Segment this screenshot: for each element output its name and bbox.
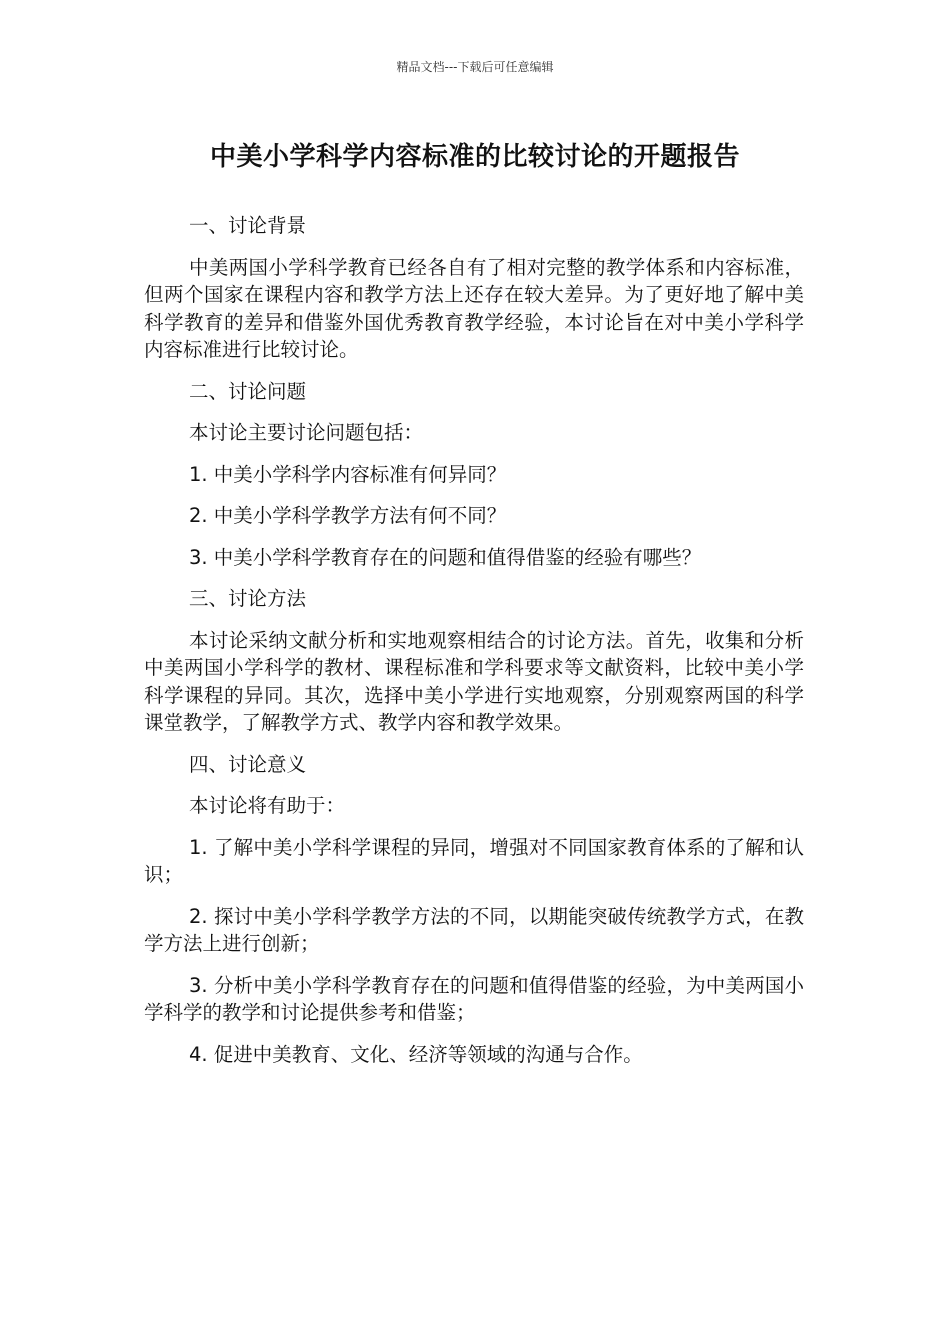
paragraph-significance-intro: 本讨论将有助于： [189,794,346,817]
section-heading-background: 一、讨论背景 [189,214,307,237]
paragraph-questions-intro: 本讨论主要讨论问题包括： [189,421,424,444]
question-item-3: 3. 中美小学科学教育存在的问题和值得借鉴的经验有哪些？ [189,545,702,569]
significance-item-3: 3. 分析中美小学科学教育存在的问题和值得借鉴的经验，为中美两国小学科学的教学和讨论提供参考和借鉴； [144,973,804,1024]
document-body [144,212,804,1082]
header-note: 精品文档---下载后可任意编辑 [396,60,554,74]
document-title: 中美小学科学内容标准的比较讨论的开题报告 [209,142,740,172]
paragraph-methods: 本讨论采纳文献分析和实地观察相结合的讨论方法。首先，收集和分析中美两国小学科学的教材、课程标准和学科要求等文献资料，比较中美小学科学课程的异同。其次，选择中美小学进行实地观察，分别观察两国的科学课堂教学，了解教学方式、教学内容和教学效果。 [144,628,804,734]
significance-item-2: 2. 探讨中美小学科学教学方法的不同，以期能突破传统教学方式，在教学方法上进行创新； [144,904,804,955]
section-heading-significance: 四、讨论意义 [189,752,307,776]
significance-item-4: 4. 促进中美教育、文化、经济等领域的沟通与合作。 [189,1042,643,1066]
paragraph-background: 中美两国小学科学教育已经各自有了相对完整的教学体系和内容标准，但两个国家在课程内容和教学方法上还存在较大差异。为了更好地了解中美科学教育的差异和借鉴外国优秀教育教学经验，本讨论旨在对中美小学科学内容标准进行比较讨论。 [144,255,804,361]
significance-item-1: 1. 了解中美小学科学课程的异同，增强对不同国家教育体系的了解和认识； [144,835,804,886]
question-item-1: 1. 中美小学科学内容标准有何异同？ [189,462,507,486]
section-heading-questions: 二、讨论问题 [189,379,307,403]
question-item-2: 2. 中美小学科学教学方法有何不同？ [189,504,507,527]
section-heading-methods: 三、讨论方法 [189,587,307,610]
